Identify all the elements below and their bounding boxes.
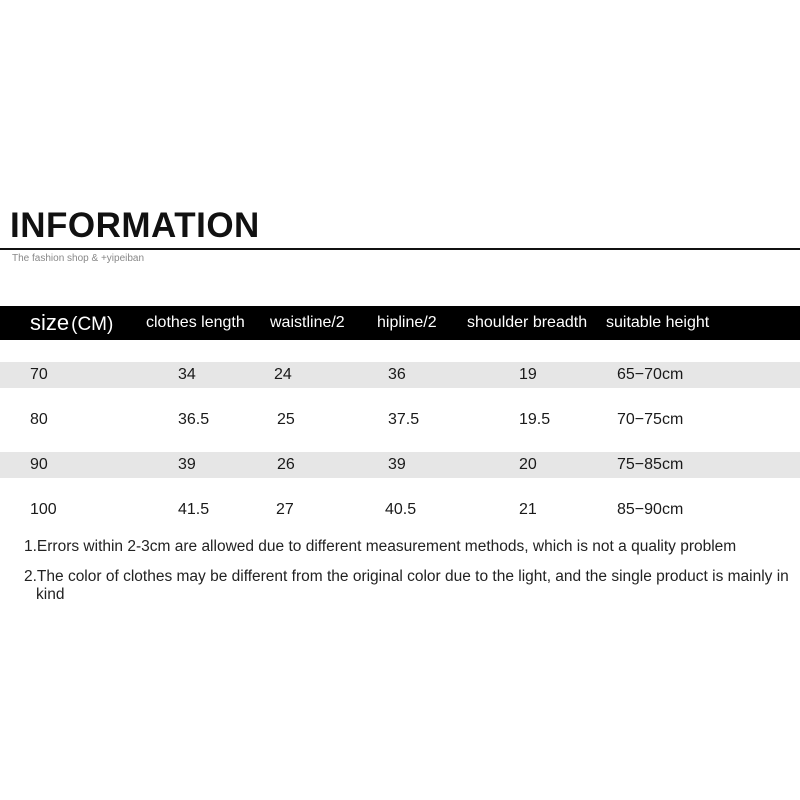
cell-shoulder-breadth: 20 [519,456,537,473]
table-row [0,442,800,487]
cell-shoulder-breadth: 19.5 [519,411,551,428]
notes-section [24,538,794,616]
cell-suitable-height: 75−85cm [617,456,684,473]
cell-clothes-length: 36.5 [178,411,210,428]
cell-suitable-height: 85−90cm [617,501,684,518]
shop-subtitle: The fashion shop & +yipeiban [12,253,145,264]
table-row [0,397,800,442]
page-title: INFORMATION [10,206,260,245]
cell-size: 70 [30,366,48,383]
cell-suitable-height: 70−75cm [617,411,684,428]
title-divider [0,248,800,250]
cell-shoulder-breadth: 21 [519,501,537,518]
cell-clothes-length: 34 [178,366,196,383]
cell-waistline: 25 [277,411,295,428]
header-size-label: size [30,310,70,335]
size-chart-table [0,306,800,532]
note-color-difference: 2.The color of clothes may be different from the original color due to the light, and the single product is mainly in kind [24,568,789,603]
header-size [30,306,113,340]
header-size-unit: (CM) [71,314,114,335]
table-row [0,352,800,397]
cell-suitable-height: 65−70cm [617,366,684,383]
table-header-row [0,306,800,340]
header-waistline: waistline/2 [270,314,345,331]
cell-size: 100 [30,501,57,518]
table-row [0,487,800,532]
cell-hipline: 40.5 [385,501,417,518]
cell-clothes-length: 41.5 [178,501,210,518]
cell-clothes-length: 39 [178,456,196,473]
cell-waistline: 26 [277,456,295,473]
header-shoulder-breadth: shoulder breadth [467,314,588,331]
note-measurement-error: 1.Errors within 2-3cm are allowed due to different measurement methods, which is not a quality problem [24,538,737,555]
header-hipline: hipline/2 [377,314,437,331]
cell-shoulder-breadth: 19 [519,366,537,383]
header-clothes-length: clothes length [146,314,245,331]
cell-hipline: 36 [388,366,406,383]
header-suitable-height: suitable height [606,314,710,331]
cell-size: 90 [30,456,48,473]
cell-waistline: 27 [276,501,294,518]
cell-hipline: 39 [388,456,406,473]
cell-hipline: 37.5 [388,411,420,428]
cell-size: 80 [30,411,48,428]
cell-waistline: 24 [274,366,292,383]
